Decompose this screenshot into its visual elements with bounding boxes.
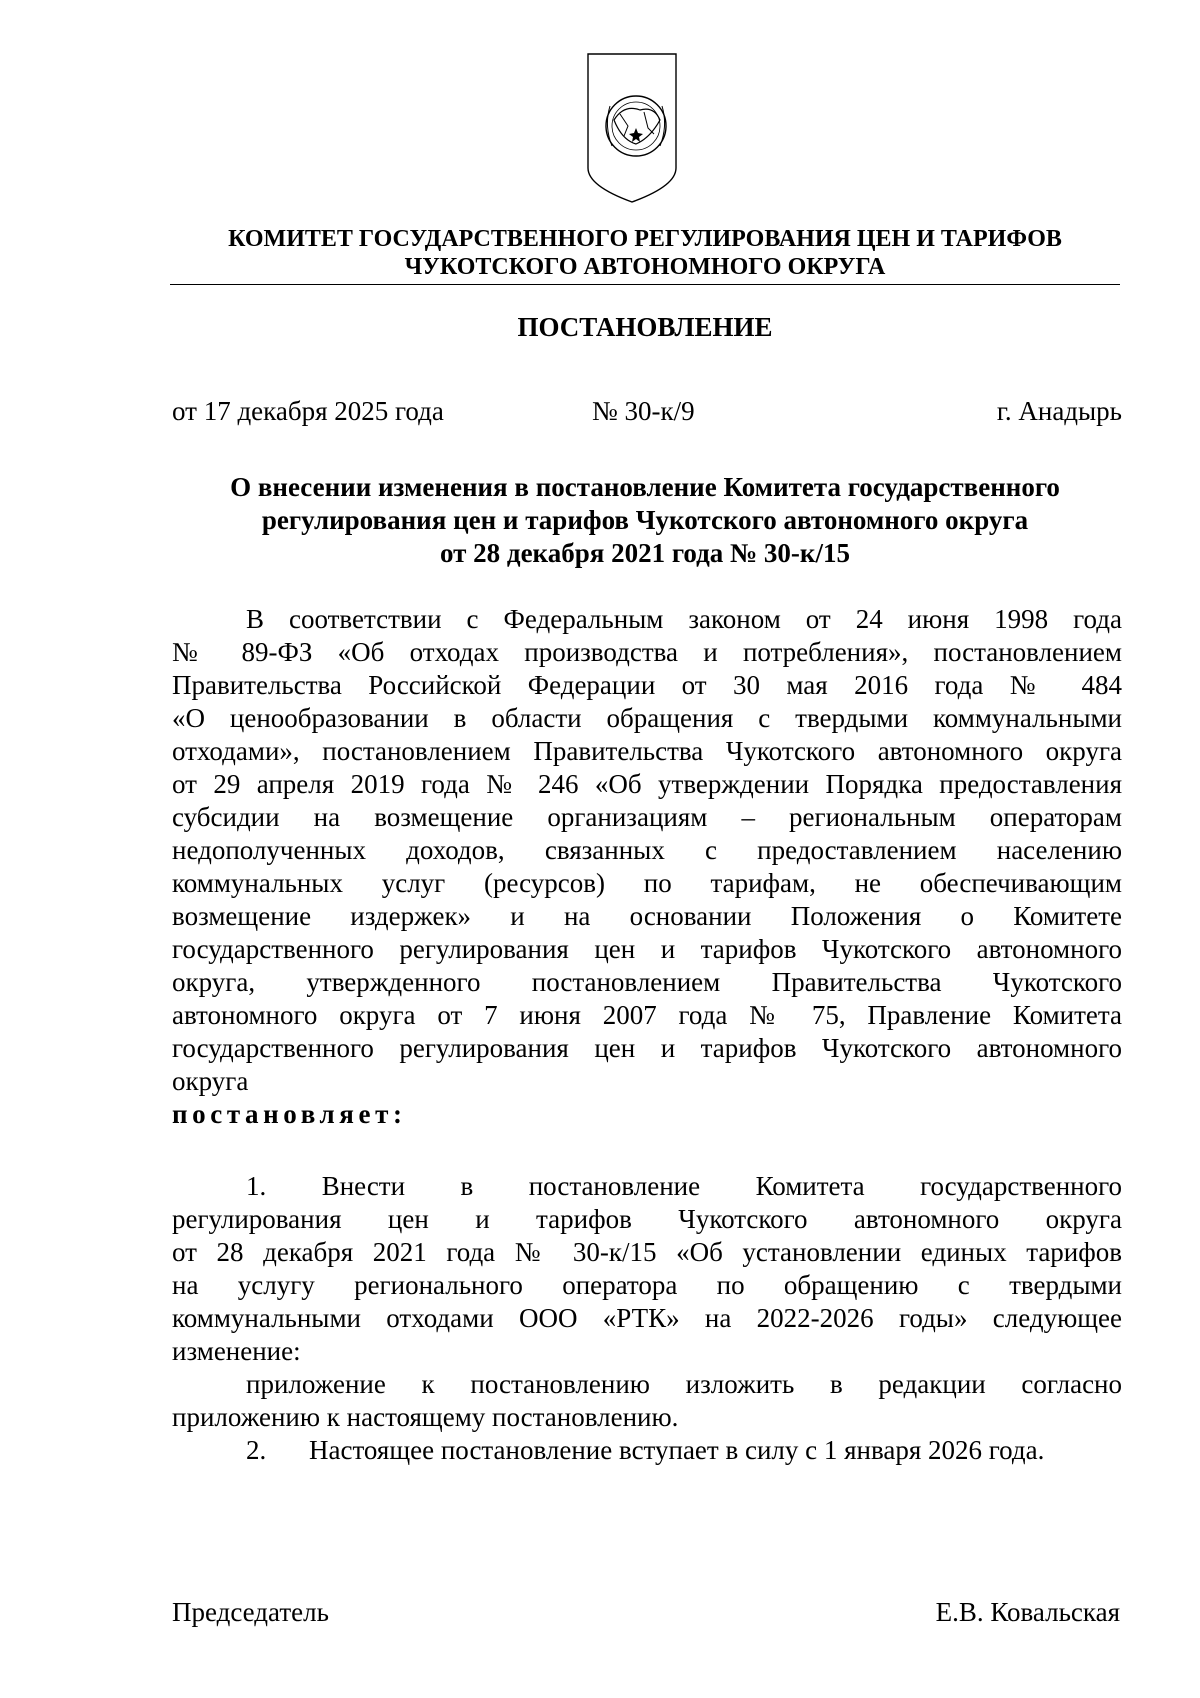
signatory-position: Председатель — [172, 1597, 329, 1627]
header-divider — [170, 284, 1120, 285]
preamble-line: «О ценообразовании в области обращения с твердыми коммунальными — [172, 703, 1122, 733]
preamble-line: государственного регулирования цен и тарифов Чукотского автономного — [172, 934, 1122, 964]
document-date: от 17 декабря 2025 года — [172, 396, 444, 426]
coat-of-arms-emblem — [584, 50, 680, 206]
preamble-line: коммунальных услуг (ресурсов) по тарифам, не обеспечивающим — [172, 868, 1122, 898]
document-number: № 30-к/9 — [592, 396, 695, 426]
item1-line: на услугу регионального оператора по обращению с твердыми — [172, 1270, 1122, 1300]
resolution-items — [172, 1170, 1122, 1467]
document-type: ПОСТАНОВЛЕНИЕ — [517, 312, 773, 342]
item1-line: от 28 декабря 2021 года № 30-к/15 «Об установлении единых тарифов — [172, 1237, 1122, 1267]
preamble-line: округа — [172, 1066, 249, 1096]
preamble-line: Правительства Российской Федерации от 30 мая 2016 года № 484 — [172, 670, 1122, 700]
item2-line — [172, 1434, 1122, 1467]
item2-number: 2. — [246, 1435, 267, 1465]
document-city: г. Анадырь — [996, 396, 1122, 426]
preamble-line: от 29 апреля 2019 года № 246 «Об утверждении Порядка предоставления — [172, 769, 1122, 799]
title-line3: от 28 декабря 2021 года № 30-к/15 — [440, 538, 850, 568]
item1-line: изменение: — [172, 1336, 301, 1366]
preamble-line: субсидии на возмещение организациям – региональным операторам — [172, 802, 1122, 832]
organization-name-line2: ЧУКОТСКОГО АВТОНОМНОГО ОКРУГА — [404, 254, 886, 280]
item2-text: Настоящее постановление вступает в силу с 1 января 2026 года. — [309, 1435, 1045, 1465]
item1-line: регулирования цен и тарифов Чукотского автономного округа — [172, 1204, 1122, 1234]
resolves-word: постановляет: — [172, 1099, 407, 1129]
preamble-line: возмещение издержек» и на основании Положения о Комитете — [172, 901, 1122, 931]
preamble-paragraph — [172, 603, 1122, 1131]
item1-line: коммунальными отходами ООО «РТК» на 2022-2026 годы» следующее — [172, 1303, 1122, 1333]
preamble-line: государственного регулирования цен и тарифов Чукотского автономного — [172, 1033, 1122, 1063]
preamble-line: недополученных доходов, связанных с предоставлением населению — [172, 835, 1122, 865]
title-line1: О внесении изменения в постановление Комитета государственного — [230, 472, 1060, 502]
item1-text-line: приложению к настоящему постановлению. — [172, 1402, 679, 1432]
item1-text-line: приложение к постановлению изложить в редакции согласно — [246, 1369, 1122, 1399]
preamble-line: отходами», постановлением Правительства Чукотского автономного округа — [172, 736, 1122, 766]
item1-line: 1. Внести в постановление Комитета государственного — [246, 1171, 1122, 1201]
preamble-line: округа, утвержденного постановлением Правительства Чукотского — [172, 967, 1122, 997]
signatory-name: Е.В. Ковальская — [935, 1597, 1120, 1627]
preamble-line: В соответствии с Федеральным законом от 24 июня 1998 года — [246, 604, 1122, 634]
preamble-line: № 89-ФЗ «Об отходах производства и потребления», постановлением — [172, 637, 1122, 667]
preamble-line: автономного округа от 7 июня 2007 года № 75, Правление Комитета — [172, 1000, 1122, 1030]
title-line2: регулирования цен и тарифов Чукотского автономного округа — [261, 505, 1029, 535]
organization-name-line1: КОМИТЕТ ГОСУДАРСТВЕННОГО РЕГУЛИРОВАНИЯ ЦЕН И ТАРИФОВ — [228, 226, 1062, 252]
